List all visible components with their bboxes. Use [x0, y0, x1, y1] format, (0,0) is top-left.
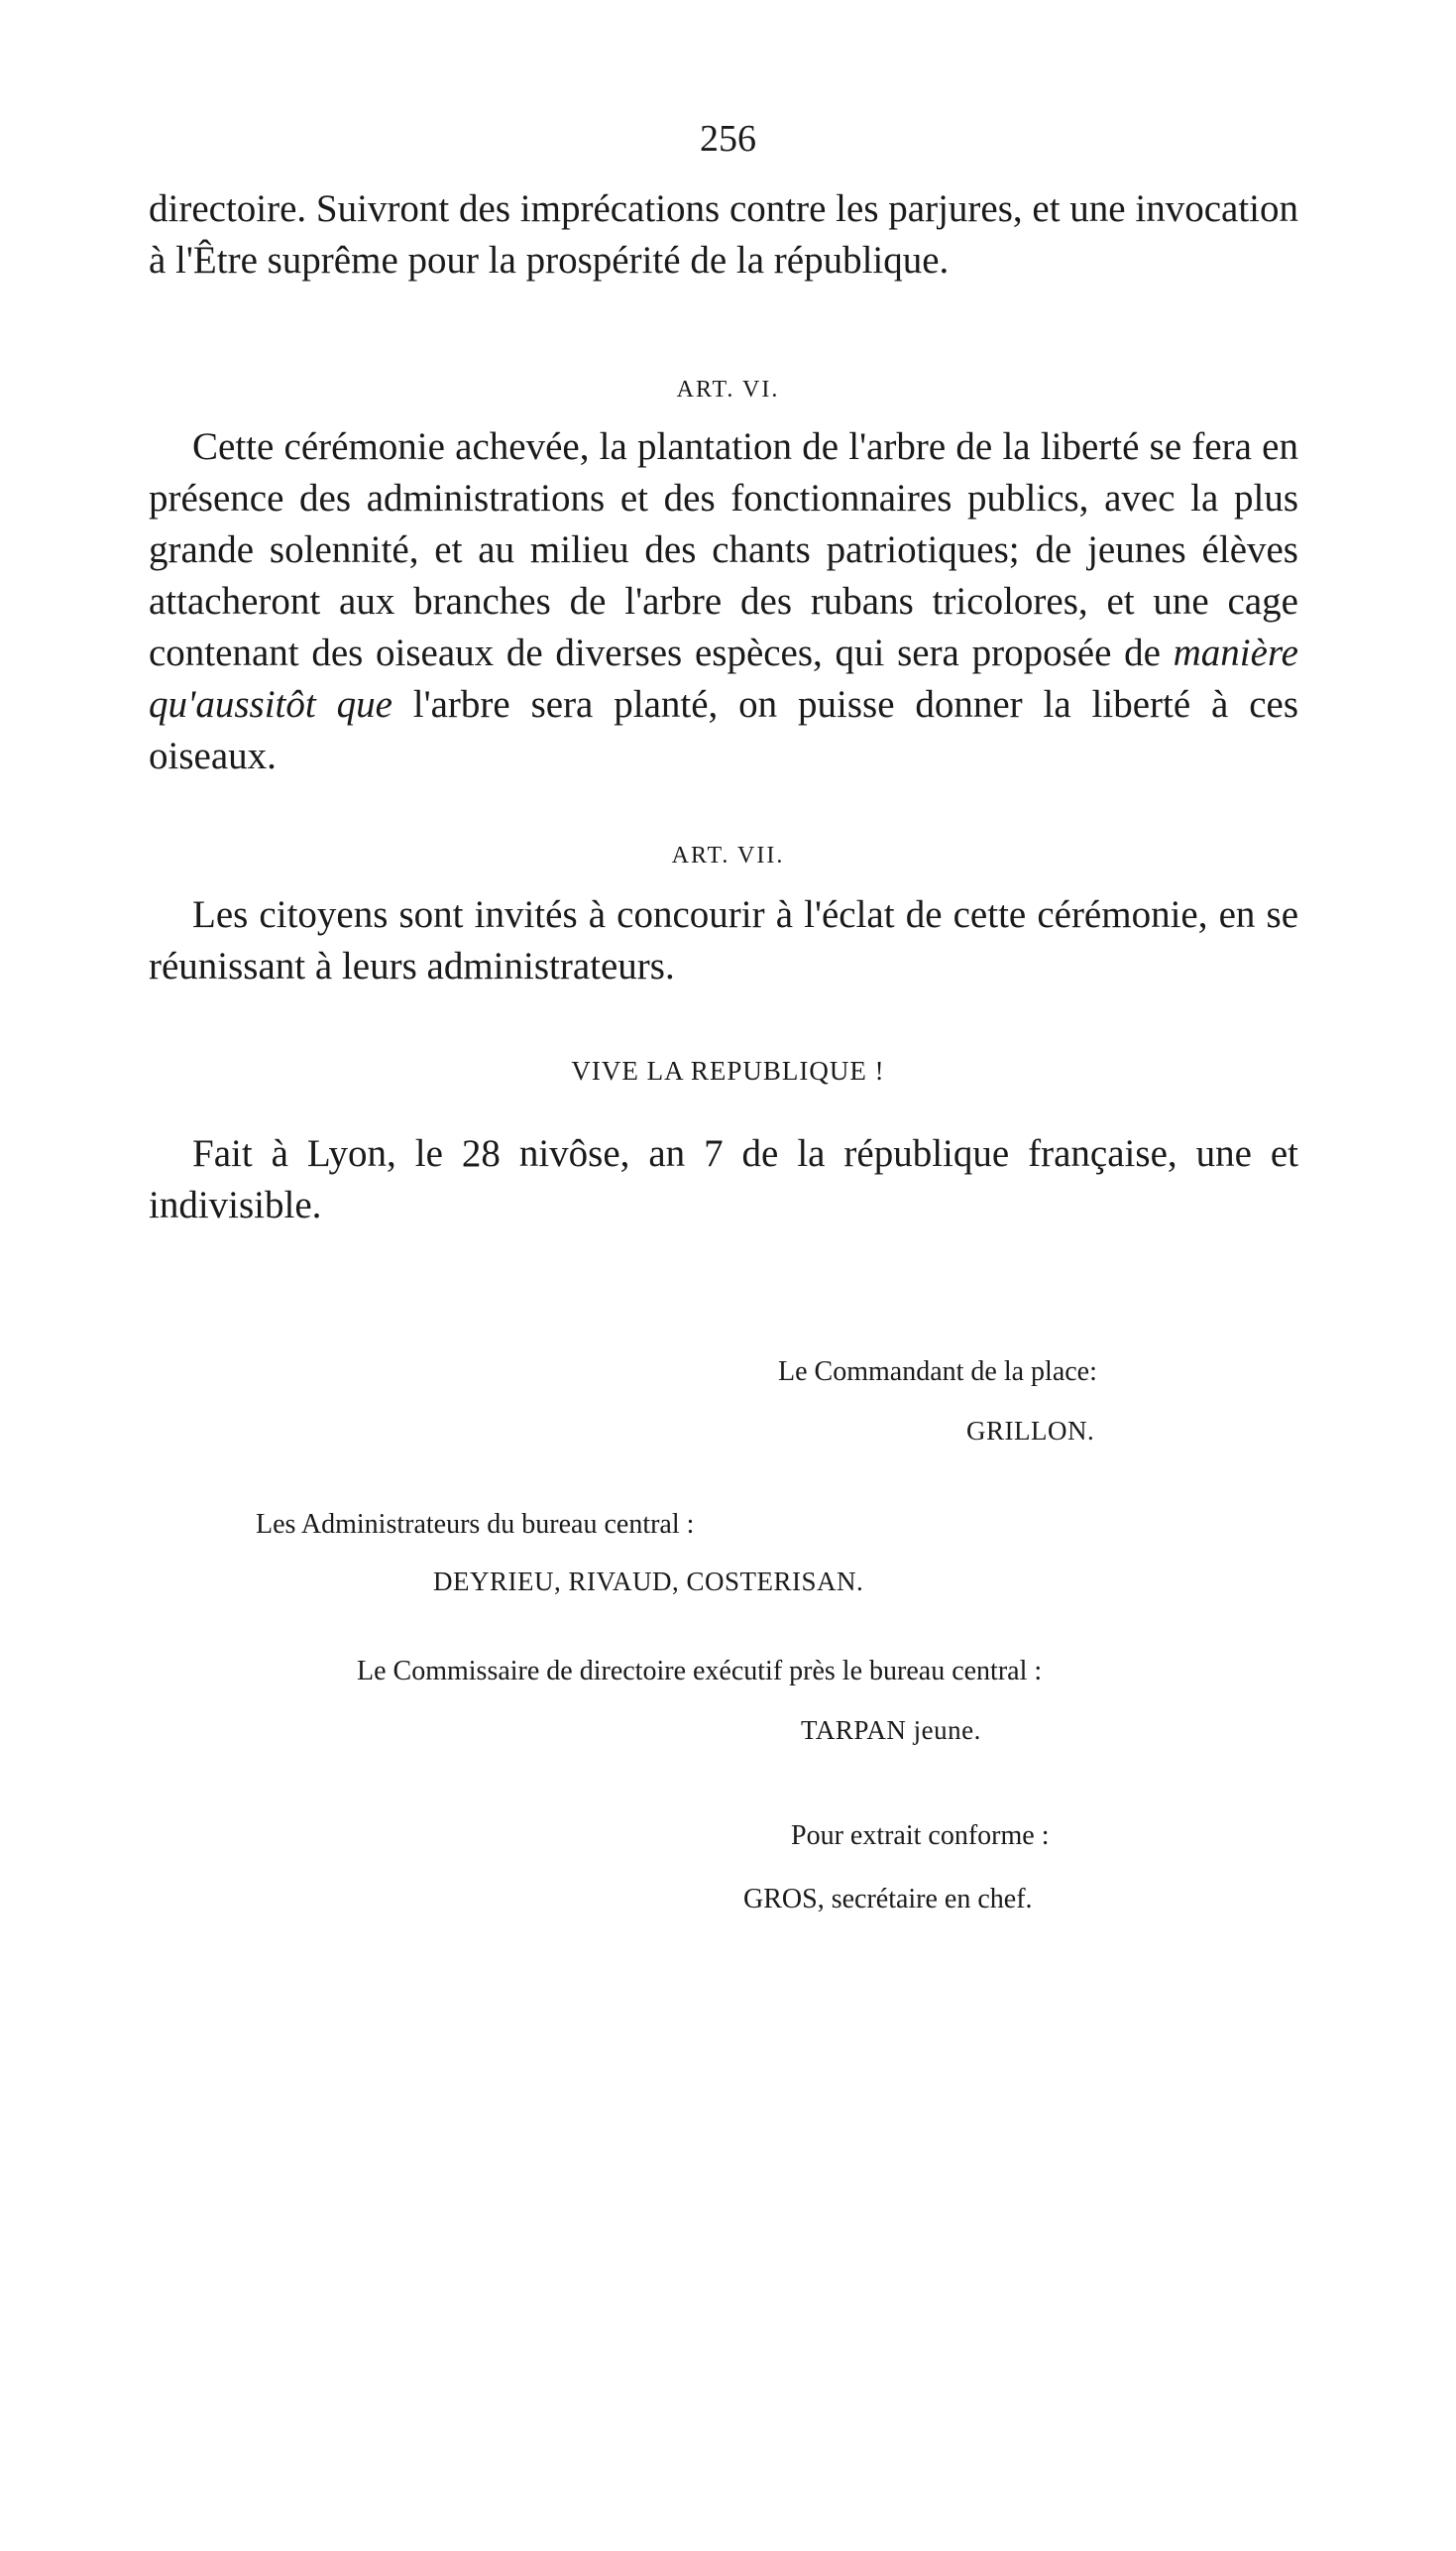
- administrateurs-title: Les Administrateurs du bureau central :: [256, 1509, 695, 1540]
- paragraph-article-vii: Les citoyens sont invités à concourir à l'éclat de cette cérémonie, en se réunissant à leurs administrateurs.: [149, 893, 1298, 987]
- extrait-title: Pour extrait conforme :: [791, 1820, 1050, 1851]
- article-heading-vii: ART. VII.: [671, 843, 785, 869]
- commandant-name: GRILLON.: [966, 1416, 1095, 1446]
- paragraph-article-vi-end: l'arbre sera planté, on puisse donner la liberté à ces oiseaux.: [149, 683, 1299, 777]
- paragraph-article-vi-text: Cette cérémonie achevée, la plantation de l'arbre de la liberté se fera en présence des administrations et des fonctionnaires publics, avec la plus grande solennité, et au milieu des chants patriotiques; de jeunes élèves attacheront aux branches de l'arbre des rubans tricolores, et une cage contenant des oiseaux de diverses espèces, qui sera proposée de: [149, 425, 1298, 674]
- administrateurs-names: DEYRIEU, RIVAUD, COSTERISAN.: [433, 1566, 864, 1596]
- commissaire-name: TARPAN jeune.: [801, 1715, 981, 1745]
- page-number: 256: [700, 118, 756, 160]
- article-heading-vi: ART. VI.: [676, 377, 780, 403]
- commandant-title: Le Commandant de la place:: [778, 1356, 1097, 1387]
- paragraph-article-vi-italic: manière qu'aussitôt que: [149, 632, 1298, 726]
- extrait-name: GROS, secrétaire en chef.: [743, 1884, 1033, 1914]
- paragraph-fait-a-lyon: Fait à Lyon, le 28 nivôse, an 7 de la république française, une et indivisible.: [149, 1132, 1298, 1226]
- commissaire-title: Le Commissaire de directoire exécutif près le bureau central :: [357, 1656, 1043, 1686]
- paragraph-continuation: directoire. Suivront des imprécations contre les parjures, et une invocation à l'Être suprême pour la prospérité de la république.: [149, 187, 1298, 282]
- vive-la-republique: VIVE LA REPUBLIQUE !: [571, 1056, 885, 1086]
- paragraph-article-vi: [149, 421, 1298, 782]
